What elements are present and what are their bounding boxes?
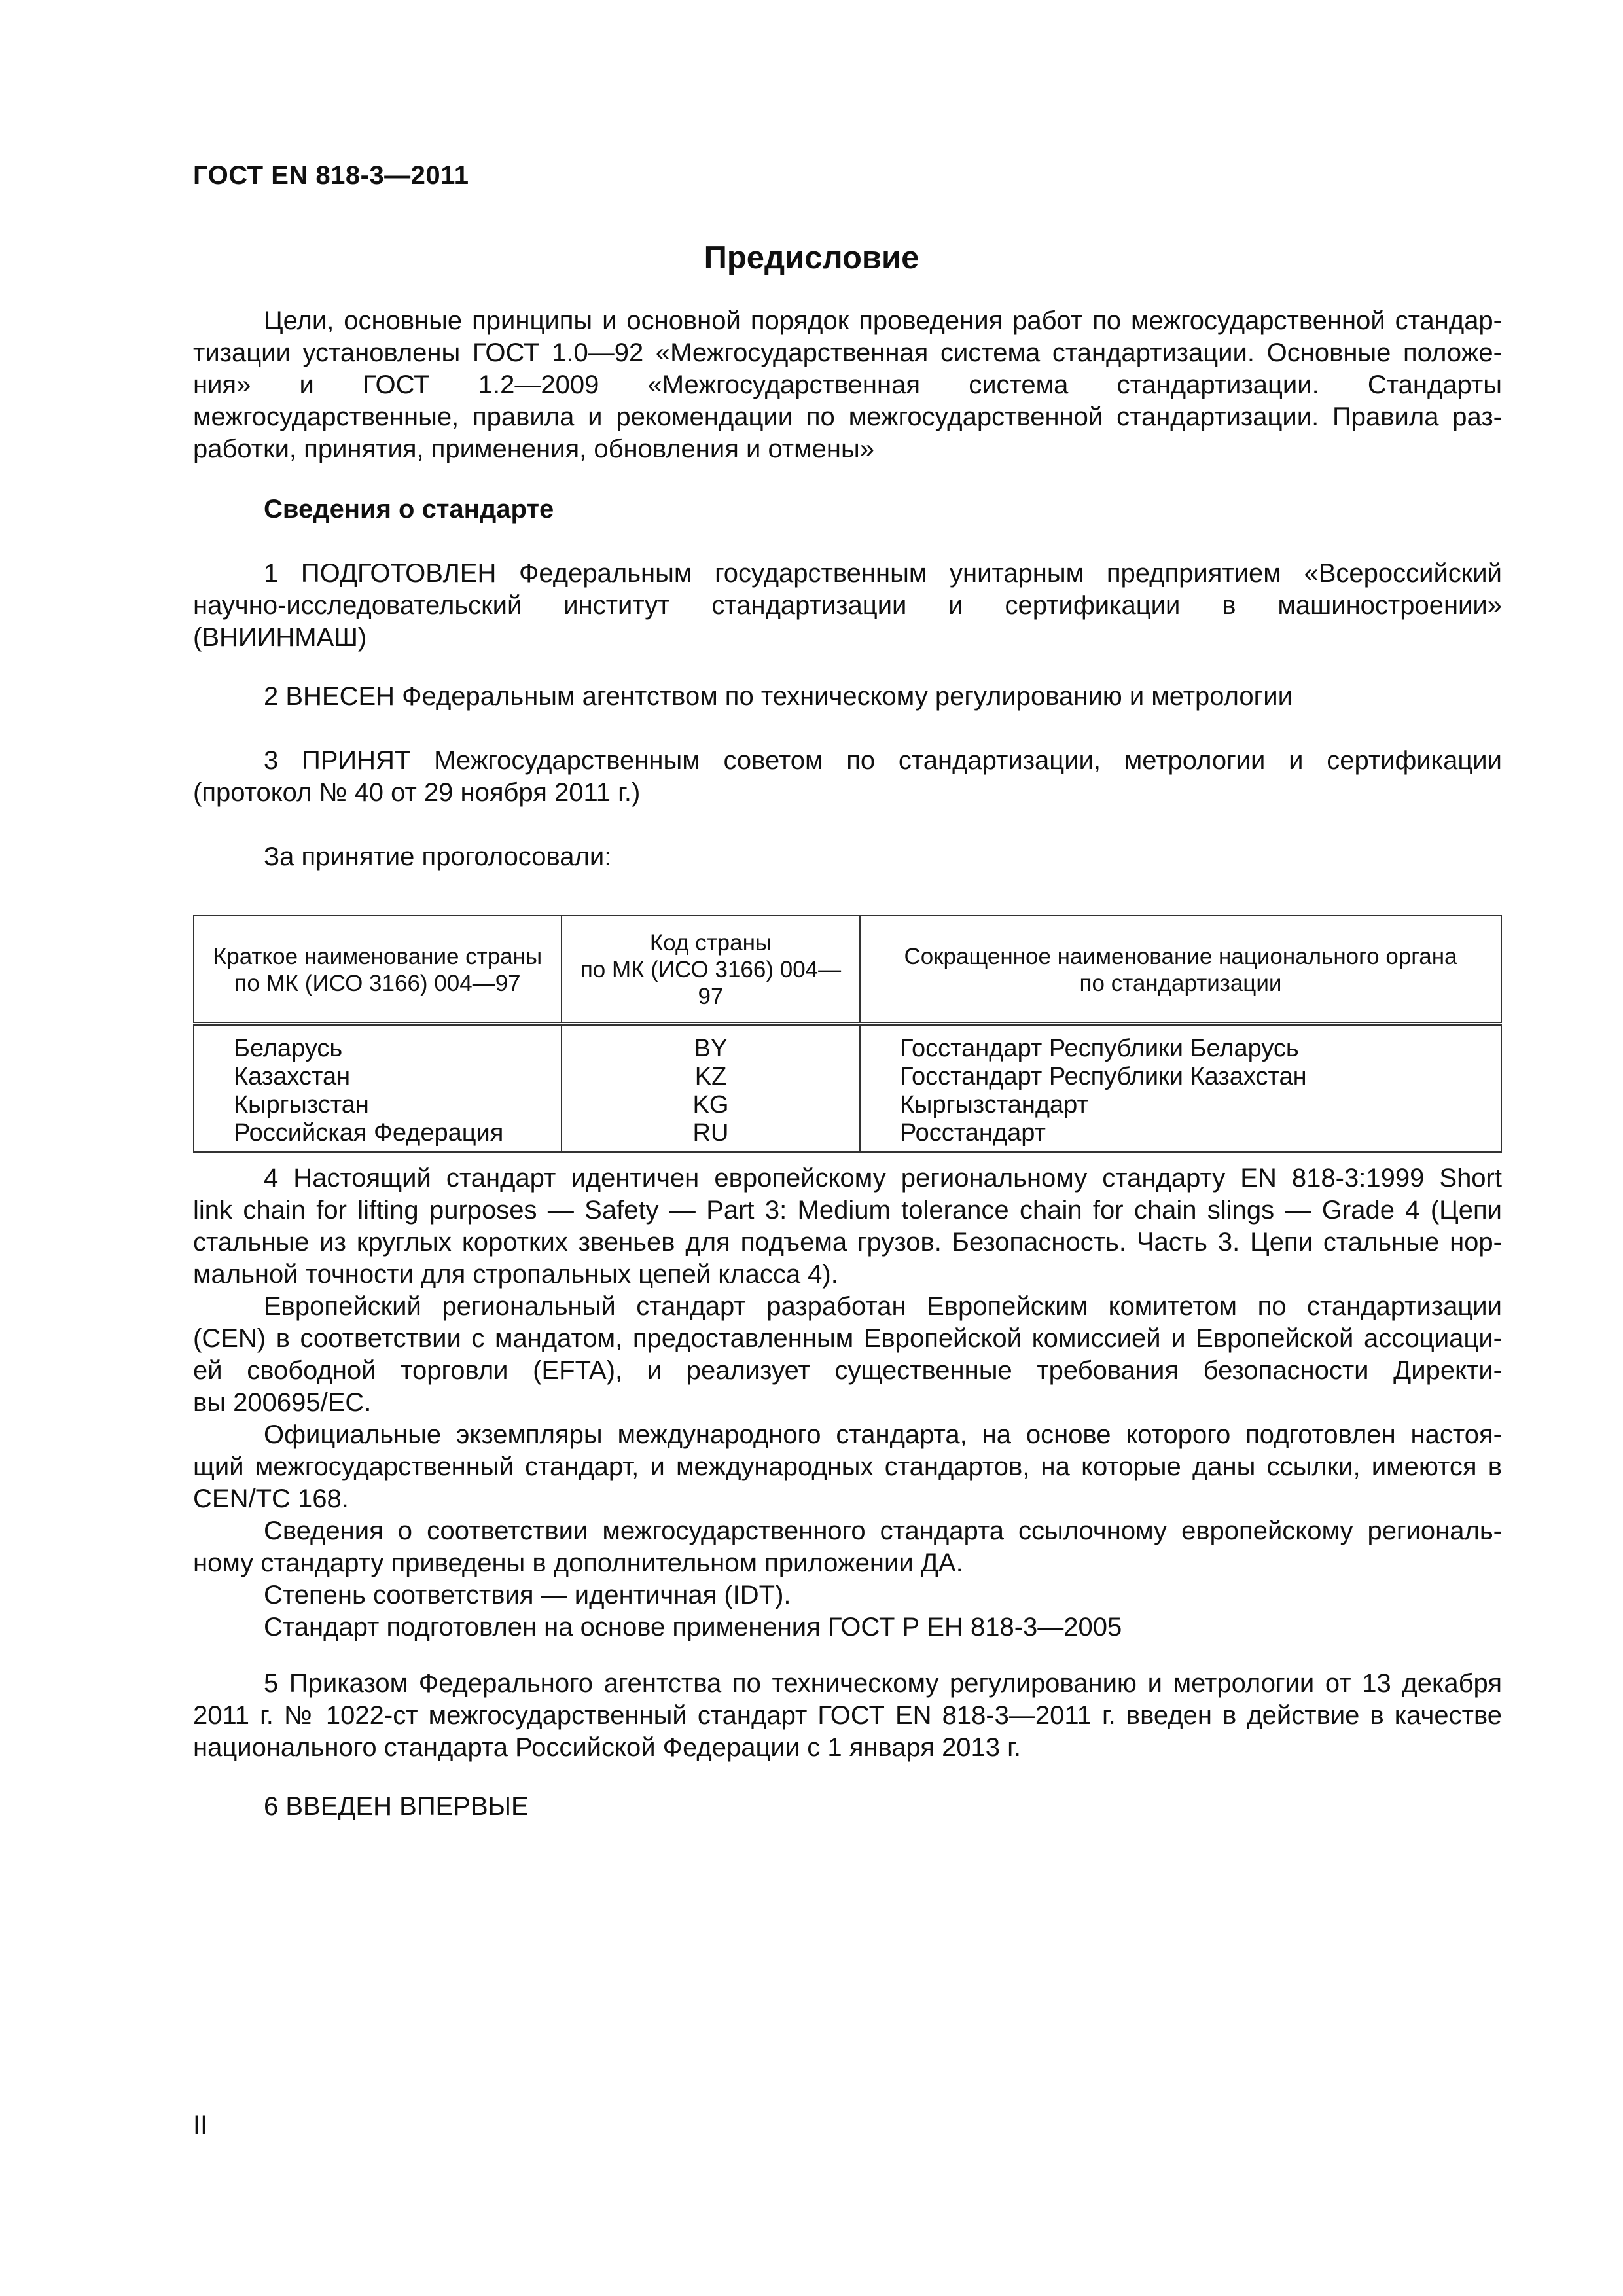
item-5-line: 2011 г. № 1022-ст межгосударственный стандарт ГОСТ EN 818-3—2011 г. введен в действие в качестве bbox=[193, 1701, 1502, 1730]
intro-line: Цели, основные принципы и основной порядок проведения работ по межгосударственной стандар- bbox=[264, 306, 1502, 335]
item-4-line: Европейский региональный стандарт разработан Европейским комитетом по стандартизации bbox=[264, 1292, 1502, 1321]
item-4-line: 4 Настоящий стандарт идентичен европейскому региональному стандарту EN 818-3:1999 Short bbox=[264, 1164, 1502, 1193]
intro-line: межгосударственные, правила и рекомендации по межгосударственной стандартизации. Правила раз- bbox=[193, 403, 1502, 431]
intro-line: работки, принятия, применения, обновления и отмены» bbox=[193, 435, 874, 463]
info-heading: Сведения о стандарте bbox=[264, 495, 554, 524]
item-3 bbox=[193, 745, 1502, 809]
voted-label: За принятие проголосовали: bbox=[264, 842, 612, 871]
voted-label-block bbox=[193, 841, 1502, 873]
country-name-cell: Казахстан bbox=[194, 1063, 562, 1091]
national-body-cell: Росстандарт bbox=[860, 1119, 1501, 1152]
intro-line: ния» и ГОСТ 1.2—2009 «Межгосударственная система стандартизации. Стандарты bbox=[193, 370, 1502, 399]
intro-paragraph bbox=[193, 305, 1502, 465]
item-4-line: Официальные экземпляры международного стандарта, на основе которого подготовлен настоя- bbox=[264, 1420, 1502, 1449]
item-3-line: 3 ПРИНЯТ Межгосударственным советом по стандартизации, метрологии и сертификации bbox=[264, 746, 1502, 775]
country-code-cell: BY bbox=[562, 1024, 860, 1063]
item-5-line: 5 Приказом Федерального агентства по техническому регулированию и метрологии от 13 декабря bbox=[264, 1669, 1502, 1698]
item-5-line: национального стандарта Российской Федерации с 1 января 2013 г. bbox=[193, 1733, 1021, 1762]
item-4-line: Степень соответствия — идентичная (IDT). bbox=[264, 1581, 791, 1609]
item-4-line: мальной точности для стропальных цепей класса 4). bbox=[193, 1260, 838, 1289]
national-body-cell: Госстандарт Республики Беларусь bbox=[860, 1024, 1501, 1063]
country-name-cell: Кыргызстан bbox=[194, 1091, 562, 1119]
column-header-national-body bbox=[860, 916, 1501, 1024]
national-body-cell: Кыргызстандарт bbox=[860, 1091, 1501, 1119]
country-name-cell: Беларусь bbox=[194, 1024, 562, 1063]
item-4 bbox=[193, 1162, 1502, 1643]
item-3-line: (протокол № 40 от 29 ноября 2011 г.) bbox=[193, 778, 641, 807]
item-4-line: (CEN) в соответствии с мандатом, предоставленным Европейской комиссией и Европейской ассоциаци- bbox=[193, 1324, 1502, 1353]
table-header-row bbox=[194, 916, 1501, 1024]
item-6-line: 6 ВВЕДЕН ВПЕРВЫЕ bbox=[264, 1792, 529, 1821]
column-header-country-code bbox=[562, 916, 860, 1024]
item-6 bbox=[193, 1791, 1502, 1823]
item-5 bbox=[193, 1668, 1502, 1764]
vote-table bbox=[193, 915, 1502, 1153]
table-row bbox=[194, 1119, 1501, 1152]
intro-line: тизации установлены ГОСТ 1.0—92 «Межгосударственная система стандартизации. Основные положе- bbox=[193, 338, 1502, 367]
page-title: Предисловие bbox=[704, 240, 919, 276]
item-1 bbox=[193, 558, 1502, 654]
item-4-line: ей свободной торговли (EFTA), и реализует существенные требования безопасности Директи- bbox=[193, 1356, 1502, 1385]
item-4-line: ному стандарту приведены в дополнительном приложении ДА. bbox=[193, 1549, 963, 1577]
info-heading-block bbox=[193, 493, 1502, 526]
item-4-line: вы 200695/ЕС. bbox=[193, 1388, 372, 1417]
header-line: по МК (ИСО 3166) 004—97 bbox=[580, 957, 842, 1009]
page-number: II bbox=[193, 2111, 208, 2140]
item-4-line: стальные из круглых коротких звеньев для подъема грузов. Безопасность. Часть 3. Цепи стальные нор- bbox=[193, 1228, 1502, 1257]
item-2-line: 2 ВНЕСЕН Федеральным агентством по техническому регулированию и метрологии bbox=[264, 682, 1293, 711]
column-header-country-name bbox=[194, 916, 562, 1024]
country-code-cell: KZ bbox=[562, 1063, 860, 1091]
document-code: ГОСТ EN 818-3—2011 bbox=[193, 161, 469, 190]
item-4-line: Сведения о соответствии межгосударственного стандарта ссылочному европейскому региональ- bbox=[264, 1516, 1502, 1545]
country-code-cell: KG bbox=[562, 1091, 860, 1119]
country-code-cell: RU bbox=[562, 1119, 860, 1152]
country-name-cell: Российская Федерация bbox=[194, 1119, 562, 1152]
item-4-line: link chain for lifting purposes — Safety — Part 3: Medium tolerance chain for chain slings — Grade 4 (Цепи bbox=[193, 1196, 1502, 1225]
header-line: по МК (ИСО 3166) 004—97 bbox=[234, 970, 521, 996]
header-line: по стандартизации bbox=[1079, 970, 1282, 996]
national-body-cell: Госстандарт Республики Казахстан bbox=[860, 1063, 1501, 1091]
header-line: Код страны bbox=[649, 930, 772, 956]
table-row bbox=[194, 1024, 1501, 1063]
item-1-line: научно-исследовательский институт стандартизации и сертификации в машиностроении» bbox=[193, 591, 1502, 620]
item-1-line: 1 ПОДГОТОВЛЕН Федеральным государственным унитарным предприятием «Всероссийский bbox=[264, 559, 1502, 588]
table-row bbox=[194, 1091, 1501, 1119]
item-2 bbox=[193, 681, 1502, 713]
item-4-line: Стандарт подготовлен на основе применения ГОСТ Р ЕН 818-3—2005 bbox=[264, 1613, 1122, 1641]
item-4-line: CEN/TC 168. bbox=[193, 1484, 349, 1513]
table-row bbox=[194, 1063, 1501, 1091]
item-4-line: щий межгосударственный стандарт, и международных стандартов, на которые даны ссылки, имеются в bbox=[193, 1452, 1502, 1481]
header-line: Сокращенное наименование национального органа bbox=[904, 943, 1457, 969]
header-line: Краткое наименование страны bbox=[213, 943, 543, 969]
item-1-line: (ВНИИНМАШ) bbox=[193, 623, 367, 652]
